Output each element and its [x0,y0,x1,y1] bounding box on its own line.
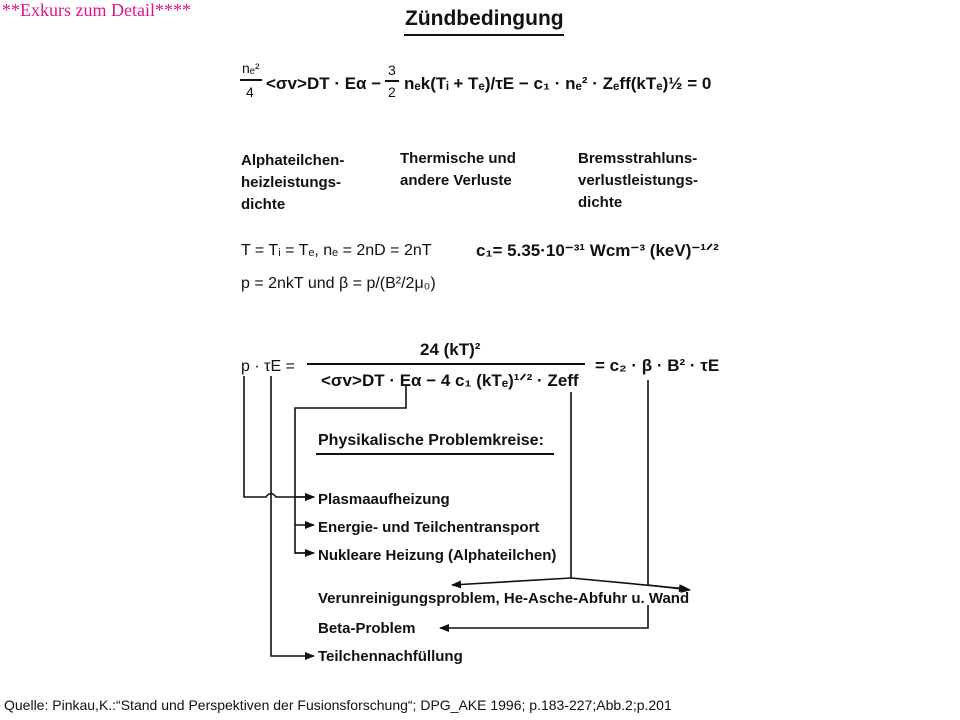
page-title: Zündbedingung [405,7,564,30]
eq1-fraction-numerator: nₑ² [242,60,260,76]
problem-nuclear-heating: Nukleare Heizung (Alphateilchen) [318,547,557,564]
arrow-tau-to-refuelling [271,376,314,656]
eq2-denominator: <σv>DT · Eα − 4 c₁ (kTₑ)¹ᐟ² · Zeff [321,371,579,390]
header-note: **Exkurs zum Detail**** [2,0,191,20]
relation-c1-constant: c₁= 5.35·10⁻³¹ Wcm⁻³ (keV)⁻¹ᐟ² [476,241,719,260]
arrow-zeff-to-impurities [452,578,571,585]
problem-energy-transport: Energie- und Teilchentransport [318,519,540,536]
arrow-beta-to-beta-problem [440,605,648,628]
problem-impurities: Verunreinigungsproblem, He-Asche-Abfuhr u. Wand [318,590,690,607]
eq2-rhs: = c₂ · β · B² · τE [595,356,720,375]
problems-heading: Physikalische Problemkreise: [318,432,544,449]
eq2-lhs: p · τE = [241,358,295,375]
relation-temperature-density: T = Tᵢ = Tₑ, nₑ = 2nD = 2nT [241,242,432,259]
eq1-fraction-denominator: 4 [246,84,254,100]
arrow-ealpha-branch [295,386,406,553]
arrow-beta-to-impurities [648,585,690,590]
label-alpha-heating: Alphateilchen- heizleistungs- dichte [241,152,345,213]
problem-refuelling: Teilchennachfüllung [318,648,463,665]
problem-beta: Beta-Problem [318,620,416,637]
eq1-main-term: <σv>DT · Eα − [266,74,382,93]
label-bremsstrahlung: Bremsstrahluns- verlustleistungs- dichte [578,150,699,211]
label-thermal-losses: Thermische und andere Verluste [400,150,516,189]
eq1-frac3-bottom: 2 [388,84,396,100]
eq1-frac3-top: 3 [388,62,396,78]
arrow-p-to-heating [244,376,314,497]
source-citation: Quelle: Pinkau,K.:“Stand und Perspektiven der Fusionsforschung“; DPG_AKE 1996; p.183-227;Abb.2;p.201 [4,697,672,713]
eq1-rest: nₑk(Tᵢ + Tₑ)/τE − c₁ · nₑ² · Zₑff(kTₑ)½ = 0 [404,74,712,93]
relation-pressure-beta: p = 2nkT und β = p/(B²/2μ₀) [241,275,436,292]
problem-plasma-heating: Plasmaaufheizung [318,491,450,508]
eq2-numerator: 24 (kT)² [420,340,481,359]
